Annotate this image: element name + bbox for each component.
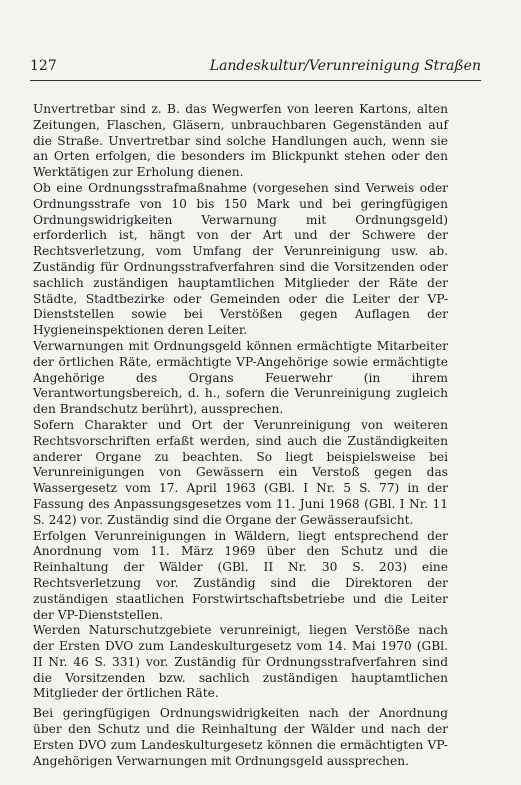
page-header	[30, 58, 481, 78]
body-text	[33, 102, 448, 769]
page-number: 127	[30, 58, 57, 74]
paragraph: Sofern Charakter und Ort der Verunreinigung von weiteren Rechtsvorschriften erfaßt werden, sind auch die Zuständigkeiten anderer Organe zu beachten. So liegt beispielsweise bei Verunreinigungen von Gewässern ein Verstoß gegen das Wassergesetz vom 17. April 1963 (GBl. I Nr. 5 S. 77) in der Fassung des Anpassungsgesetzes vom 11. Juni 1968 (GBl. I Nr. 11 S. 242) vor. Zuständig sind die Organe der Gewässeraufsicht.	[33, 417, 448, 527]
paragraph: Ob eine Ordnungsstrafmaßnahme (vorgesehen sind Verweis oder Ordnungsstrafe von 10 bis 150 Mark und bei geringfügigen Ordnungswidrigkeiten Verwarnung mit Ordnungsgeld) erforderlich ist, hängt von der Art und der Schwere der Rechtsverletzung, vom Umfang der Verunreinigung usw. ab. Zuständig für Ordnungsstrafverfahren sind die Vorsitzenden oder sachlich zuständigen hauptamtlichen Mitglieder der Räte der Städte, Stadtbezirke oder Gemeinden oder die Leiter der VP-Dienststellen sowie bei Verstößen gegen Auflagen der Hygieneinspektionen deren Leiter.	[33, 180, 448, 338]
paragraph: Bei geringfügigen Ordnungswidrigkeiten nach der Anordnung über den Schutz und die Reinhaltung der Wälder und nach der Ersten DVO zum Landeskulturgesetz können die ermächtigten VP-Angehörigen Verwarnungen mit Ordnungsgeld aussprechen.	[33, 706, 448, 768]
running-head: Landeskultur/Verunreinigung Straßen	[209, 58, 481, 74]
header-rule	[30, 80, 481, 81]
paragraph: Werden Naturschutzgebiete verunreinigt, liegen Verstöße nach der Ersten DVO zum Landeskulturgesetz vom 14. Mai 1970 (GBl. II Nr. 46 S. 331) vor. Zuständig für Ordnungsstrafverfahren sind die Vorsitzenden bzw. sachlich zuständigen hauptamtlichen Mitglieder der örtlichen Räte.	[33, 623, 448, 701]
paragraph: Erfolgen Verunreinigungen in Wäldern, liegt entsprechend der Anordnung vom 11. März 1969 über den Schutz und die Reinhaltung der Wälder (GBl. II Nr. 30 S. 203) eine Rechtsverletzung vor. Zuständig sind die Direktoren der zuständigen staatlichen Forstwirtschaftsbetriebe und die Leiter der VP-Dienststellen.	[33, 528, 448, 622]
paragraph: Verwarnungen mit Ordnungsgeld können ermächtigte Mitarbeiter der örtlichen Räte, ermächtigte VP-Angehörige sowie ermächtigte Angehörige des Organs Feuerwehr (in ihrem Verantwortungsbereich, d. h., sofern die Verunreinigung zugleich den Brandschutz berührt), aussprechen.	[33, 338, 448, 417]
paragraph: Unvertretbar sind z. B. das Wegwerfen von leeren Kartons, alten Zeitungen, Flaschen, Gläsern, unbrauchbaren Gegenständen auf die Straße. Unvertretbar sind solche Handlungen auch, wenn sie an Orten erfolgen, die besonders im Blickpunkt stehen oder den Werktätigen zur Erholung dienen.	[33, 102, 448, 180]
